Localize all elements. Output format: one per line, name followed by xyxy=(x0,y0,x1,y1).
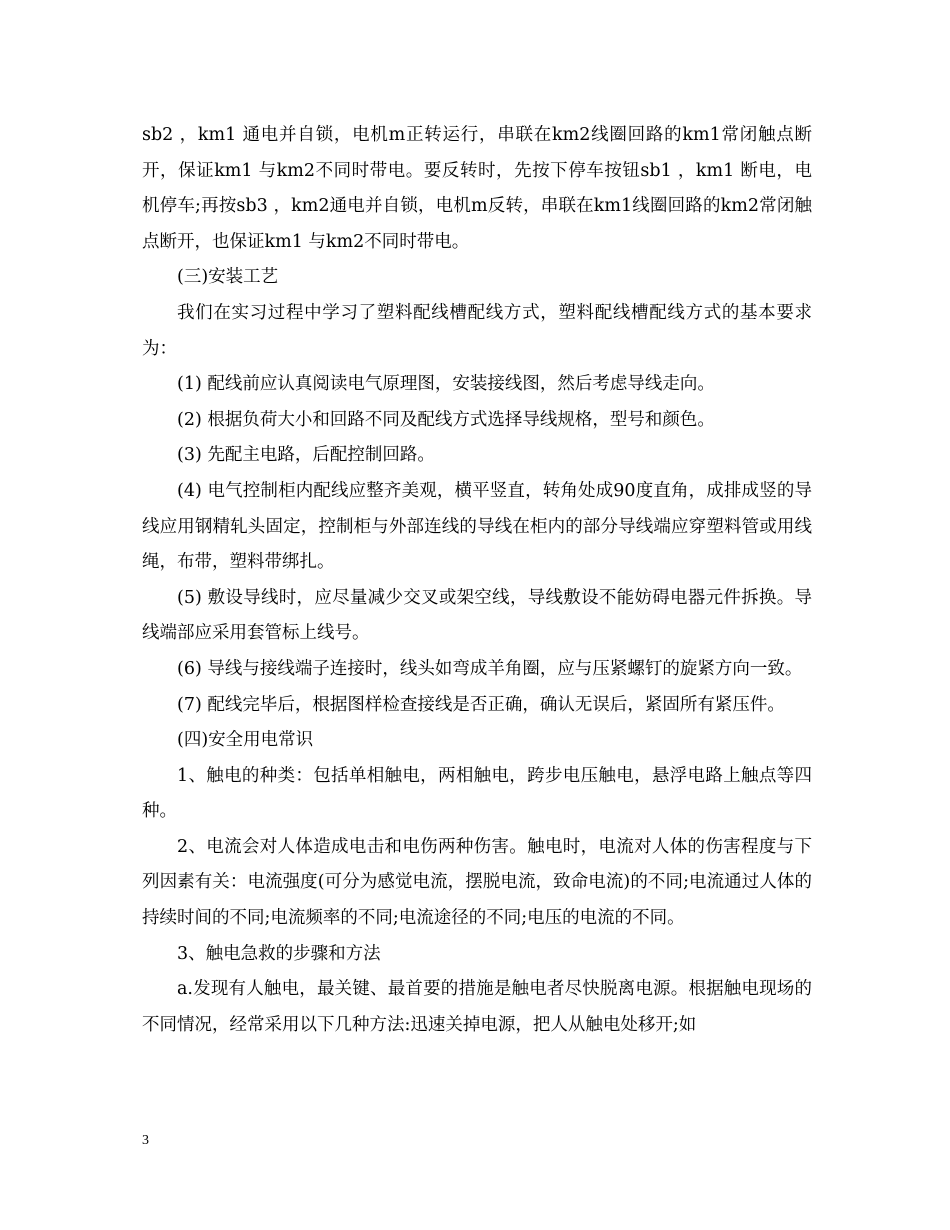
list-item: 2、电流会对人体造成电击和电伤两种伤害。触电时，电流对人体的伤害程度与下列因素有关：电流强度(可分为感觉电流，摆脱电流，致命电流)的不同;电流通过人体的持续时间的不同;电流频率的不同;电流途径的不同;电压的电流的不同。 xyxy=(142,836,812,929)
body-paragraph: sb2 ，km1 通电并自锁，电机m正转运行，串联在km2线圈回路的km1常闭触点断开，保证km1 与km2不同时带电。要反转时，先按下停车按钮sb1 ，km1 断电，电机停车;再按sb3 ，km2通电并自锁，电机m反转，串联在km1线圈回路的km2常闭触点断开，也保证km1 与km2不同时带电。 xyxy=(142,125,812,252)
body-paragraph: 我们在实习过程中学习了塑料配线槽配线方式，塑料配线槽配线方式的基本要求为： xyxy=(142,302,812,359)
list-item: a.发现有人触电，最关键、最首要的措施是触电者尽快脱离电源。根据触电现场的不同情况，经常采用以下几种方法:迅速关掉电源，把人从触电处移开;如 xyxy=(142,979,812,1035)
list-item: (7) 配线完毕后，根据图样检查接线是否正确，确认无误后，紧固所有紧压件。 xyxy=(177,694,785,715)
list-item: (6) 导线与接线端子连接时，线头如弯成羊角圈，应与压紧螺钉的旋紧方向一致。 xyxy=(177,658,803,679)
section-heading-installation: (三)安装工艺 xyxy=(177,267,279,288)
list-item: (3) 先配主电路，后配控制回路。 xyxy=(177,445,435,466)
list-item: 3、触电急救的步骤和方法 xyxy=(177,943,381,964)
document-body xyxy=(142,118,812,1043)
list-item: 1、触电的种类：包括单相触电，两相触电，跨步电压触电，悬浮电路上触点等四种。 xyxy=(142,765,812,822)
list-item: (2) 根据负荷大小和回路不同及配线方式选择导线规格，型号和颜色。 xyxy=(177,409,715,430)
list-item: (1) 配线前应认真阅读电气原理图，安装接线图，然后考虑导线走向。 xyxy=(177,374,715,395)
list-item: (5) 敷设导线时，应尽量减少交叉或架空线，导线敷设不能妨碍电器元件拆换。导线端部应采用套管标上线号。 xyxy=(142,587,812,644)
list-item: (4) 电气控制柜内配线应整齐美观，横平竖直，转角处成90度直角，成排成竖的导线应用钢精轧头固定，控制柜与外部连线的导线在柜内的部分导线端应穿塑料管或用线绳，布带，塑料带绑扎。 xyxy=(142,480,812,573)
section-heading-safety: (四)安全用电常识 xyxy=(177,730,314,751)
page-number: 3 xyxy=(142,1133,149,1148)
